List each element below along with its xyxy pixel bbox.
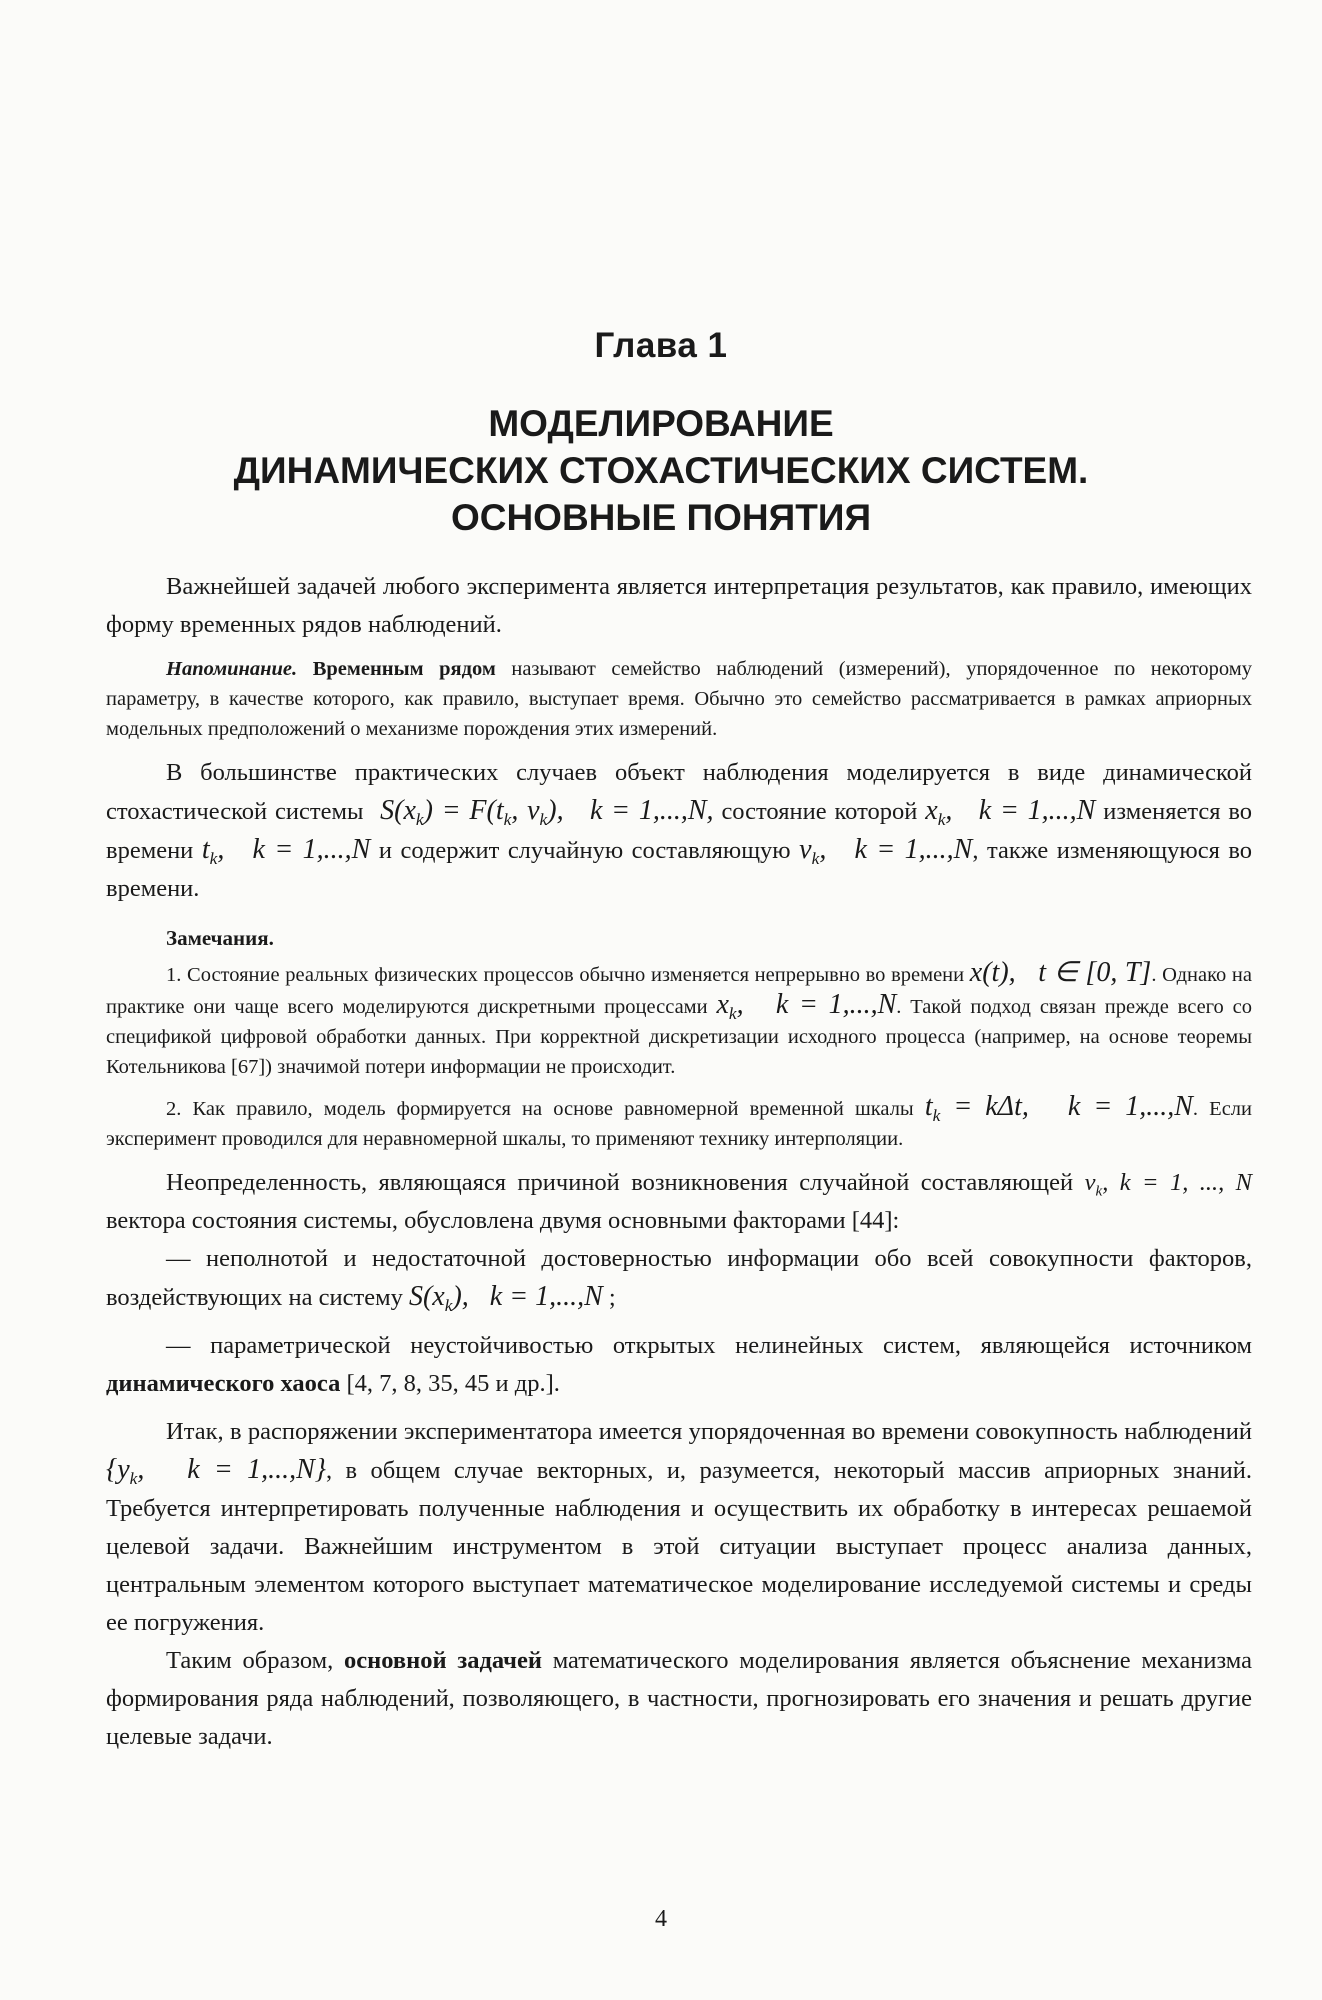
reminder-text: называют семейство наблюдений (измерений), упорядоченное по некоторому параметру, в качестве которого, как правило, выступает время. Обычно это семейство рассматривается в рамках априорных модельных предположений о механизме порождения этих измерений. [106,658,1253,740]
chapter-label: Глава 1 [594,326,728,365]
formula-uniform-scale: $t_k = k\Delta t$, k = 1,...,N [924,1091,1193,1126]
formula-discrete: $x_k$, k = 1,...,N [716,989,897,1024]
formula-state: $x_k$, k = 1,...,N [925,795,1096,830]
conclusion-paragraph: Таким образом, основной задачей математического моделирования является объяснение механизма формирования ряда наблюдений, позволяющего, в частности, прогнозировать его значения и решать другие целевые задачи. [106,1647,1252,1750]
page-body [106,568,1252,1756]
title-line: ДИНАМИЧЕСКИХ СТОХАСТИЧЕСКИХ СИСТЕМ. [233,450,1089,491]
formula-system-state: $S(x_k)$, k = 1,...,N [408,1281,603,1316]
formula-continuous: x(t), t ∈ [0, T] [969,957,1152,988]
remark-1: 1. Состояние реальных физических процессов обычно изменяется непрерывно во времени x(t), t ∈ [0, T]. Однако на практике они чаще всего моделируются дискретными процессами $x_k$, k = 1,...,N. Такой подход связан прежде всего со спецификой цифровой обработки данных. При корректной дискретизации исходного процесса (например, на основе теоремы Котельникова [67]) значимой потери информации не происходит. [106,957,1253,1078]
main-paragraph: В большинстве практических случаев объект наблюдения моделируется в виде динамической стохастической системы $S(x_k) = F(t_k$, $v_k$), k = 1,...,N, состояние которой $x_k$, k = 1,...,N изменяется во времени $t_k$, k = 1,...,N и содержит случайную составляющую $v_k$, k = 1,...,N, также изменяющуюся во времени. [106,759,1253,902]
formula-random: $v_k$, k = 1,...,N [799,834,973,869]
reminder-paragraph [106,654,1252,744]
formula-vk: $v_k$, k = 1, ..., N [1084,1169,1253,1200]
reminder-term: Временным рядом [312,658,496,680]
title-line: МОДЕЛИРОВАНИЕ [488,403,834,444]
remark-2: 2. Как правило, модель формируется на основе равномерной временной шкалы $t_k = k\Delta t$, k = 1,...,N. Если эксперимент проводился для неравномерной шкалы, то применяют технику интерполяции. [106,1091,1252,1150]
formula-system: $S(x_k) = F(t_k$, $v_k$), k = 1,...,N, [371,795,714,830]
factor-item: — параметрической неустойчивостью открытых нелинейных систем, являющейся источником динамического хаоса [4, 7, 8, 35, 45 и др.]. [106,1332,1252,1397]
formula-time: $t_k$, k = 1,...,N [201,834,371,869]
main-task-term: основной задачей [344,1647,542,1674]
chapter-title [0,400,1322,541]
remarks-heading: Замечания. [166,926,274,950]
observations-paragraph: Итак, в распоряжении экспериментатора имеется упорядоченная во времени совокупность наблюдений {$y_k$, k = 1,...,N}, в общем случае векторных, и, разумеется, некоторый массив априорных знаний. Требуется интерпретировать полученные наблюдения и осуществить их обработку в интересах решаемой целевой задачи. Важнейшим инструментом в этой ситуации выступает процесс анализа данных, центральным элементом которого выступает математическое моделирование исследуемой системы и среды ее погружения. [106,1418,1252,1636]
reminder-label: Напоминание. [166,658,298,680]
factor-item: — неполнотой и недостаточной достоверностью информации обо всей совокупности факторов, воздействующих на систему $S(x_k)$, k = 1,...,N ; [106,1245,1252,1316]
title-line: ОСНОВНЫЕ ПОНЯТИЯ [450,497,872,538]
chaos-term: динамического хаоса [106,1370,341,1397]
page-number: 4 [655,1906,667,1932]
intro-paragraph: Важнейшей задачей любого эксперимента является интерпретация результатов, как правило, имеющих форму временных рядов наблюдений. [106,573,1252,638]
uncertainty-paragraph: Неопределенность, являющаяся причиной возникновения случайной составляющей $v_k$, k = 1, ..., N вектора состояния системы, обусловлена двумя основными факторами [44]: [106,1169,1253,1234]
formula-observations: {$y_k$, k = 1,...,N} [106,1454,326,1489]
